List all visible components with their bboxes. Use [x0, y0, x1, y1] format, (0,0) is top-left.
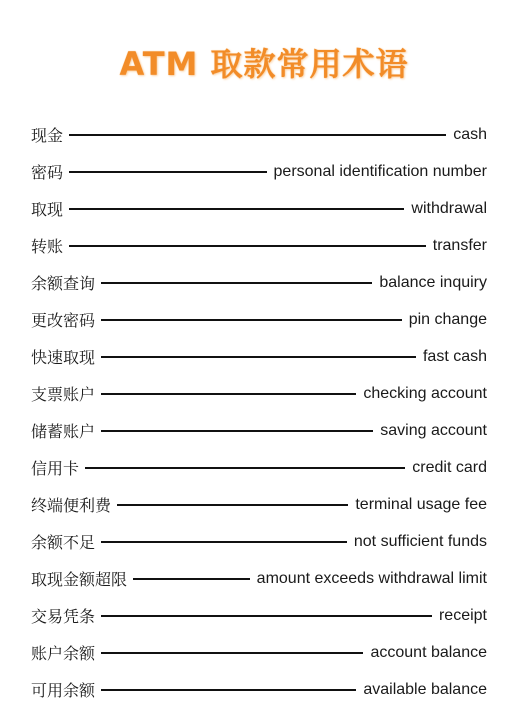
- term-chinese: 快速取现: [31, 348, 96, 367]
- term-chinese: 现金: [31, 126, 64, 145]
- term-english: withdrawal: [411, 199, 487, 217]
- term-chinese: 终端便利费: [31, 496, 112, 515]
- connector-line: [101, 430, 373, 432]
- connector-line: [101, 356, 416, 358]
- connector-line: [101, 615, 432, 617]
- connector-line: [101, 541, 347, 543]
- term-row: [31, 301, 487, 338]
- term-chinese: 密码: [31, 163, 64, 182]
- connector-line: [85, 467, 405, 469]
- term-row: [31, 227, 487, 264]
- term-chinese: 取现金额超限: [31, 570, 128, 589]
- connector-line: [69, 208, 404, 210]
- term-english: receipt: [438, 606, 487, 624]
- term-row: [31, 116, 487, 153]
- term-row: [31, 449, 487, 486]
- term-english: not sufficient funds: [353, 532, 487, 550]
- term-chinese: 可用余额: [31, 681, 96, 700]
- term-row: [31, 671, 487, 708]
- term-chinese: 余额不足: [31, 533, 96, 552]
- page-title: ATM 取款常用术语: [119, 45, 409, 83]
- connector-line: [117, 504, 348, 506]
- term-row: [31, 523, 487, 560]
- term-english: available balance: [363, 680, 487, 698]
- term-english: credit card: [412, 458, 487, 476]
- term-english: terminal usage fee: [355, 495, 487, 513]
- term-english: saving account: [380, 421, 487, 439]
- term-chinese: 取现: [31, 200, 64, 219]
- term-row: [31, 153, 487, 190]
- term-row: [31, 560, 487, 597]
- term-chinese: 更改密码: [31, 311, 96, 330]
- connector-line: [101, 282, 372, 284]
- connector-line: [69, 134, 446, 136]
- term-english: transfer: [432, 236, 487, 254]
- term-row: [31, 190, 487, 227]
- term-chinese: 储蓄账户: [31, 422, 96, 441]
- term-english: pin change: [408, 310, 487, 328]
- term-row: [31, 486, 487, 523]
- term-chinese: 转账: [31, 237, 64, 256]
- term-row: [31, 597, 487, 634]
- term-chinese: 余额查询: [31, 274, 96, 293]
- term-row: [31, 264, 487, 301]
- term-row: [31, 634, 487, 671]
- term-english: amount exceeds withdrawal limit: [256, 569, 487, 587]
- term-english: balance inquiry: [379, 273, 487, 291]
- term-list: [31, 116, 487, 708]
- term-english: account balance: [370, 643, 487, 661]
- connector-line: [101, 319, 402, 321]
- term-english: fast cash: [422, 347, 487, 365]
- connector-line: [69, 171, 267, 173]
- term-row: [31, 375, 487, 412]
- term-chinese: 支票账户: [31, 385, 96, 404]
- connector-line: [101, 689, 356, 691]
- connector-line: [101, 393, 356, 395]
- term-row: [31, 412, 487, 449]
- connector-line: [133, 578, 250, 580]
- term-english: personal identification number: [273, 162, 487, 180]
- connector-line: [69, 245, 426, 247]
- term-chinese: 交易凭条: [31, 607, 96, 626]
- term-english: checking account: [363, 384, 487, 402]
- connector-line: [101, 652, 363, 654]
- term-english: cash: [453, 125, 487, 143]
- term-row: [31, 338, 487, 375]
- term-chinese: 信用卡: [31, 459, 80, 478]
- term-chinese: 账户余额: [31, 644, 96, 663]
